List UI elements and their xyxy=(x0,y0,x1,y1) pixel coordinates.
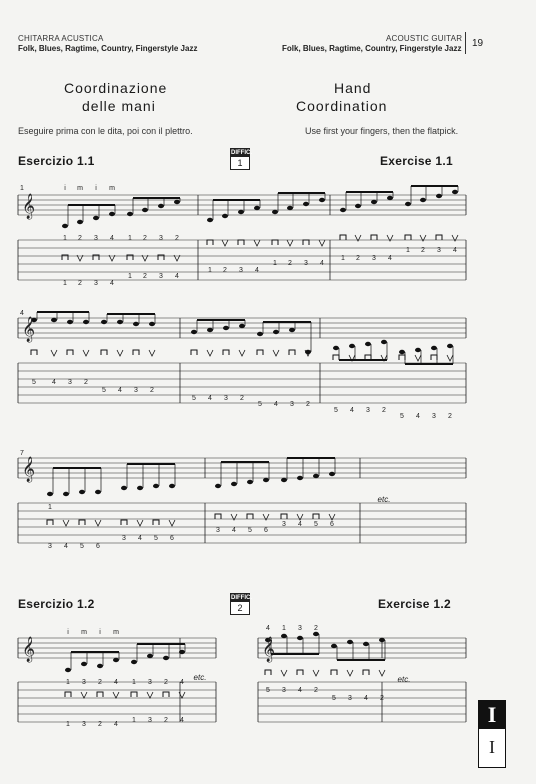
upstroke-icon xyxy=(281,670,287,676)
left-hand-finger: 2 xyxy=(314,625,318,632)
tab-fret-number: 5 xyxy=(332,695,336,702)
etc-label: etc. xyxy=(377,495,391,504)
tab-fret-number: 3 xyxy=(68,379,72,386)
fingering-mark: m xyxy=(113,629,119,636)
tab-fret-number: 3 xyxy=(216,527,220,534)
note-head xyxy=(174,200,180,204)
note-head xyxy=(272,210,278,214)
downstroke-icon xyxy=(153,520,159,525)
upstroke-icon xyxy=(447,355,453,361)
chapter-tab xyxy=(478,700,506,768)
fingering-mark: m xyxy=(109,185,115,192)
tab-fret-number: 4 xyxy=(114,721,118,728)
tab-fret-number: 1 xyxy=(66,721,70,728)
downstroke-icon xyxy=(65,692,71,697)
downstroke-icon xyxy=(313,514,319,519)
note-head xyxy=(254,206,260,210)
tab-fret-number: 6 xyxy=(170,535,174,542)
downstroke-icon xyxy=(47,520,53,525)
measure-number: 1 xyxy=(20,185,24,192)
note-head xyxy=(420,198,426,202)
exercise-1-2-italian-label: Esercizio 1.2 xyxy=(18,597,95,611)
note-head xyxy=(149,322,155,326)
tab-fret-number: 2 xyxy=(380,695,384,702)
note-head xyxy=(379,638,385,642)
note-head xyxy=(133,322,139,326)
upstroke-icon xyxy=(117,350,123,356)
note-head xyxy=(207,218,213,222)
note-head xyxy=(191,330,197,334)
downstroke-icon xyxy=(399,355,405,360)
tab-fret-number: 5 xyxy=(334,407,338,414)
tab-fret-number: 4 xyxy=(388,255,392,262)
tab-fret-number: 3 xyxy=(432,413,436,420)
downstroke-icon xyxy=(331,670,337,675)
difficulty-label: DIFFIC. xyxy=(231,150,252,156)
left-hand-finger: 3 xyxy=(94,235,98,242)
note-head xyxy=(81,662,87,666)
note-head xyxy=(355,204,361,208)
etc-label: etc. xyxy=(193,673,207,682)
note-head xyxy=(447,344,453,348)
treble-clef-icon: 𝄞 xyxy=(22,193,36,218)
downstroke-icon xyxy=(131,692,137,697)
note-head xyxy=(63,492,69,496)
exercise-1-1-english-label: Exercise 1.1 xyxy=(380,154,453,168)
note-head xyxy=(313,474,319,478)
fingering-mark: i xyxy=(99,629,101,636)
tab-fret-number: 1 xyxy=(273,260,277,267)
tab-fret-number: 2 xyxy=(306,401,310,408)
note-head xyxy=(131,660,137,664)
english-title-line2: Coordination xyxy=(296,98,388,114)
note-head xyxy=(62,224,68,228)
downstroke-icon xyxy=(121,520,127,525)
note-head xyxy=(363,642,369,646)
tab-fret-number: 1 xyxy=(132,717,136,724)
italian-title-line1: Coordinazione xyxy=(64,80,168,96)
tab-fret-number: 3 xyxy=(372,255,376,262)
tab-fret-number: 3 xyxy=(348,695,352,702)
upstroke-icon xyxy=(95,520,101,526)
tab-fret-number: 3 xyxy=(290,401,294,408)
tab-fret-number: 4 xyxy=(110,280,114,287)
tab-fret-number: 2 xyxy=(314,687,318,694)
exercise-1-2-english-label: Exercise 1.2 xyxy=(378,597,451,611)
fingering-mark: i xyxy=(64,185,66,192)
downstroke-icon xyxy=(405,235,411,240)
note-head xyxy=(65,668,71,672)
tab-fret-number: 3 xyxy=(134,387,138,394)
downstroke-icon xyxy=(207,240,213,245)
tab-fret-number: 3 xyxy=(304,260,308,267)
downstroke-icon xyxy=(67,350,73,355)
upstroke-icon xyxy=(313,670,319,676)
left-hand-finger: 3 xyxy=(82,679,86,686)
note-head xyxy=(207,328,213,332)
note-head xyxy=(347,640,353,644)
downstroke-icon xyxy=(431,355,437,360)
note-head xyxy=(101,320,107,324)
tab-fret-number: 1 xyxy=(208,267,212,274)
tab-fret-number: 4 xyxy=(255,267,259,274)
left-hand-finger: 1 xyxy=(282,625,286,632)
tab-fret-number: 3 xyxy=(148,717,152,724)
tab-fret-number: 2 xyxy=(382,407,386,414)
note-head xyxy=(238,210,244,214)
fingering-mark: i xyxy=(95,185,97,192)
english-instruction: Use first your fingers, then the flatpick. xyxy=(305,126,459,136)
tab-fret-number: 1 xyxy=(128,273,132,280)
left-hand-finger: 2 xyxy=(143,235,147,242)
note-head xyxy=(83,320,89,324)
upstroke-icon xyxy=(207,350,213,356)
upstroke-icon xyxy=(347,670,353,676)
note-head xyxy=(415,348,421,352)
tab-fret-number: 3 xyxy=(48,543,52,550)
tab-fret-number: 1 xyxy=(406,247,410,254)
note-head xyxy=(97,664,103,668)
tab-fret-number: 5 xyxy=(266,687,270,694)
note-head xyxy=(289,328,295,332)
note-head xyxy=(263,478,269,482)
downstroke-icon xyxy=(133,350,139,355)
note-head xyxy=(142,208,148,212)
note-head xyxy=(95,490,101,494)
note-head xyxy=(121,486,127,490)
note-head xyxy=(117,320,123,324)
tab-fret-number: 4 xyxy=(175,273,179,280)
downstroke-icon xyxy=(101,350,107,355)
tab-fret-number: 2 xyxy=(98,721,102,728)
left-hand-finger: 3 xyxy=(298,625,302,632)
fingering-mark: m xyxy=(77,185,83,192)
tab-fret-number: 2 xyxy=(288,260,292,267)
note-head xyxy=(247,480,253,484)
header-right-styles: Folk, Blues, Ragtime, Country, Fingerstyle Jazz xyxy=(282,44,462,53)
tab-fret-number: 4 xyxy=(416,413,420,420)
tab-fret-number: 3 xyxy=(366,407,370,414)
note-head xyxy=(287,206,293,210)
header-left-styles: Folk, Blues, Ragtime, Country, Fingerstyle Jazz xyxy=(18,44,198,53)
treble-clef-icon: 𝄞 xyxy=(22,316,36,341)
tab-fret-number: 4 xyxy=(208,395,212,402)
tab-fret-number: 2 xyxy=(223,267,227,274)
upstroke-icon xyxy=(63,520,69,526)
note-head xyxy=(281,634,287,638)
note-head xyxy=(222,214,228,218)
note-head xyxy=(153,484,159,488)
downstroke-icon xyxy=(371,235,377,240)
downstroke-icon xyxy=(272,240,278,245)
note-head xyxy=(333,346,339,350)
treble-clef-icon: 𝄞 xyxy=(262,636,276,661)
treble-clef-icon: 𝄞 xyxy=(22,636,36,661)
tab-fret-number: 4 xyxy=(52,379,56,386)
tab-fret-number: 2 xyxy=(421,247,425,254)
downstroke-icon xyxy=(436,235,442,240)
left-hand-finger: 2 xyxy=(175,235,179,242)
left-hand-finger: 3 xyxy=(159,235,163,242)
tab-fret-number: 3 xyxy=(94,280,98,287)
downstroke-icon xyxy=(265,670,271,675)
tab-fret-number: 4 xyxy=(298,521,302,528)
downstroke-icon xyxy=(297,670,303,675)
tab-fret-number: 5 xyxy=(314,521,318,528)
note-head xyxy=(215,484,221,488)
tab-fret-number: 4 xyxy=(350,407,354,414)
note-head xyxy=(297,476,303,480)
downstroke-icon xyxy=(31,350,37,355)
downstroke-icon xyxy=(191,350,197,355)
left-hand-finger: 4 xyxy=(114,679,118,686)
note-head xyxy=(399,350,405,354)
italian-instruction: Eseguire prima con le dita, poi con il plettro. xyxy=(18,126,193,136)
upstroke-icon xyxy=(254,240,260,246)
note-head xyxy=(257,332,263,336)
tab-fret-number: 5 xyxy=(248,527,252,534)
left-hand-finger: 2 xyxy=(98,679,102,686)
tab-fret-number: 4 xyxy=(453,247,457,254)
left-hand-finger: 3 xyxy=(148,679,152,686)
downstroke-icon xyxy=(333,355,339,360)
tab-fret-number: 5 xyxy=(258,401,262,408)
downstroke-icon xyxy=(363,670,369,675)
english-title-line1: Hand xyxy=(334,80,372,96)
tab-fret-number: 4 xyxy=(364,695,368,702)
note-head xyxy=(51,318,57,322)
note-head xyxy=(331,644,337,648)
tab-fret-number: 2 xyxy=(164,717,168,724)
downstroke-icon xyxy=(303,240,309,245)
note-head xyxy=(365,342,371,346)
note-head xyxy=(297,636,303,640)
tab-fret-number: 5 xyxy=(400,413,404,420)
tab-fret-number: 3 xyxy=(282,687,286,694)
upstroke-icon xyxy=(415,355,421,361)
downstroke-icon xyxy=(97,692,103,697)
note-head xyxy=(77,220,83,224)
note-head xyxy=(431,346,437,350)
tab-fret-number: 2 xyxy=(356,255,360,262)
etc-label: etc. xyxy=(397,675,411,684)
note-head xyxy=(349,344,355,348)
note-head xyxy=(79,490,85,494)
tab-fret-number: 3 xyxy=(437,247,441,254)
tab-fret-number: 2 xyxy=(448,413,452,420)
tab-fret-number: 1 xyxy=(63,280,67,287)
note-head xyxy=(319,198,325,202)
header-left-language: CHITARRA ACUSTICA xyxy=(18,34,104,43)
note-head xyxy=(169,484,175,488)
fingering-mark: i xyxy=(67,629,69,636)
difficulty-value: 2 xyxy=(237,603,243,613)
chapter-tab-upper: I xyxy=(479,701,505,729)
left-hand-finger: 1 xyxy=(128,235,132,242)
tab-fret-number: 4 xyxy=(118,387,122,394)
tab-fret-number: 4 xyxy=(138,535,142,542)
note-head xyxy=(158,204,164,208)
left-hand-finger: 1 xyxy=(63,235,67,242)
note-head xyxy=(436,194,442,198)
tab-fret-number: 2 xyxy=(78,280,82,287)
upstroke-icon xyxy=(147,692,153,698)
left-hand-finger: 4 xyxy=(110,235,114,242)
upstroke-icon xyxy=(379,670,385,676)
note-head xyxy=(179,650,185,654)
tab-fret-number: 5 xyxy=(32,379,36,386)
left-hand-finger: 1 xyxy=(132,679,136,686)
chapter-tab-lower: I xyxy=(489,737,495,757)
upstroke-icon xyxy=(169,520,175,526)
tab-fret-number: 3 xyxy=(122,535,126,542)
note-head xyxy=(109,212,115,216)
left-hand-finger: 1 xyxy=(66,679,70,686)
tab-fret-number: 5 xyxy=(80,543,84,550)
upstroke-icon xyxy=(222,240,228,246)
tab-fret-number: 3 xyxy=(82,721,86,728)
difficulty-value: 1 xyxy=(237,158,243,168)
note-head xyxy=(163,656,169,660)
downstroke-icon xyxy=(79,520,85,525)
fingering-mark: m xyxy=(81,629,87,636)
upstroke-icon xyxy=(51,350,57,356)
tab-fret-number: 2 xyxy=(84,379,88,386)
tab-fret-number: 4 xyxy=(320,260,324,267)
left-hand-finger: 2 xyxy=(78,235,82,242)
tab-fret-number: 5 xyxy=(192,395,196,402)
downstroke-icon xyxy=(163,692,169,697)
tab-fret-number: 6 xyxy=(330,521,334,528)
note-head xyxy=(47,492,53,496)
tab-fret-number: 4 xyxy=(274,401,278,408)
tab-fret-number: 4 xyxy=(232,527,236,534)
note-head xyxy=(371,200,377,204)
page-number: 19 xyxy=(472,38,484,49)
downstroke-icon xyxy=(238,240,244,245)
note-head xyxy=(67,320,73,324)
note-head xyxy=(303,202,309,206)
tab-fret-number: 2 xyxy=(150,387,154,394)
tab-fret-number: 4 xyxy=(64,543,68,550)
measure-number: 4 xyxy=(20,310,24,317)
upstroke-icon xyxy=(81,692,87,698)
note-head xyxy=(381,340,387,344)
upstroke-icon xyxy=(113,692,119,698)
note-head xyxy=(273,330,279,334)
left-hand-finger: 4 xyxy=(266,625,270,632)
downstroke-icon xyxy=(289,350,295,355)
upstroke-icon xyxy=(239,350,245,356)
note-head xyxy=(281,478,287,482)
note-head xyxy=(113,658,119,662)
tab-fret-number: 3 xyxy=(224,395,228,402)
note-head xyxy=(239,324,245,328)
tab-fret-number: 6 xyxy=(96,543,100,550)
tab-fret-number: 3 xyxy=(239,267,243,274)
downstroke-icon xyxy=(340,235,346,240)
note-head xyxy=(147,654,153,658)
note-head xyxy=(405,202,411,206)
exercise-1-1-italian-label: Esercizio 1.1 xyxy=(18,154,95,168)
downstroke-icon xyxy=(257,350,263,355)
note-head xyxy=(452,190,458,194)
tab-fret-number: 6 xyxy=(264,527,268,534)
left-hand-finger: 4 xyxy=(180,679,184,686)
tab-fret-number: 3 xyxy=(282,521,286,528)
tab-fret-number: 5 xyxy=(102,387,106,394)
note-head xyxy=(127,212,133,216)
left-hand-finger: 2 xyxy=(164,679,168,686)
downstroke-icon xyxy=(223,350,229,355)
downstroke-icon xyxy=(215,514,221,519)
tab-fret-number: 2 xyxy=(143,273,147,280)
upstroke-icon xyxy=(287,240,293,246)
tab-fret-number: 2 xyxy=(240,395,244,402)
upstroke-icon xyxy=(83,350,89,356)
tab-fret-number: 4 xyxy=(298,687,302,694)
note-head xyxy=(340,208,346,212)
difficulty-label: DIFFIC. xyxy=(231,595,252,601)
header-right-language: ACOUSTIC GUITAR xyxy=(386,34,463,43)
left-hand-finger: 1 xyxy=(48,504,52,511)
note-head xyxy=(329,472,335,476)
note-head xyxy=(137,486,143,490)
note-head xyxy=(93,216,99,220)
tab-fret-number: 1 xyxy=(341,255,345,262)
upstroke-icon xyxy=(137,520,143,526)
tab-fret-number: 3 xyxy=(159,273,163,280)
upstroke-icon xyxy=(319,240,325,246)
upstroke-icon xyxy=(149,350,155,356)
note-head xyxy=(231,482,237,486)
downstroke-icon xyxy=(281,514,287,519)
downstroke-icon xyxy=(247,514,253,519)
tab-fret-number: 5 xyxy=(154,535,158,542)
note-head xyxy=(387,196,393,200)
upstroke-icon xyxy=(273,350,279,356)
italian-title-line2: delle mani xyxy=(82,98,156,114)
tab-fret-number: 4 xyxy=(180,717,184,724)
treble-clef-icon: 𝄞 xyxy=(22,456,36,481)
note-head xyxy=(313,632,319,636)
measure-number: 7 xyxy=(20,450,24,457)
note-head xyxy=(223,326,229,330)
